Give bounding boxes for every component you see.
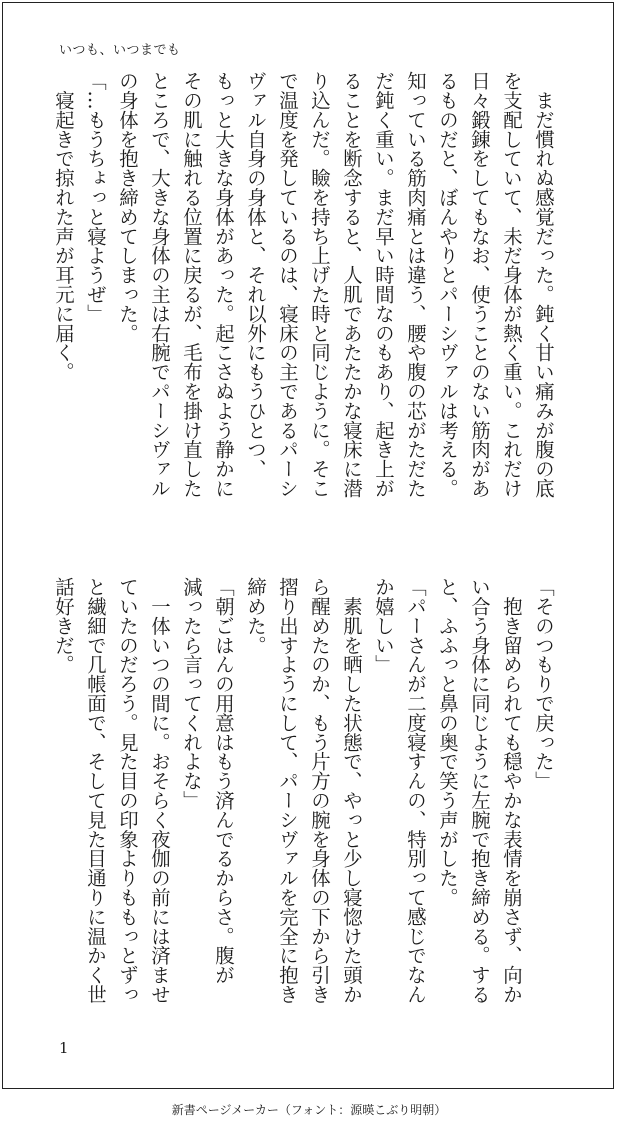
text-line: 「パーさんが二度寝すんの、特別って感じでなん [404, 577, 427, 1004]
text-line: 「朝ごはんの用意はもう済んでるからさ。腹が [212, 577, 235, 985]
text-line: か嬉しい」 [372, 577, 395, 674]
text-line: と、ふふっと鼻の奥で笑う声がした。 [436, 577, 459, 907]
text-line: 一体いつの間に。おそらく夜伽の前には済ませ [148, 577, 171, 1004]
text-line: ところで、大きな身体の主は右腕でパーシヴァル [148, 71, 171, 498]
text-line: 「そのつもりで戻った」 [532, 577, 555, 791]
text-line: の身体を抱き締めてしまった。 [116, 71, 139, 343]
text-line: その肌に触れる位置に戻るが、毛布を掛け直した [180, 71, 203, 498]
text-line: い合う身体に同じように左腕で抱き締める。する [468, 577, 491, 1004]
text-line: を支配していて、未だ身体が熱く重い。これだけ [500, 71, 523, 498]
text-line: で温度を発しているのは、寝床の主であるパーシ [276, 71, 299, 498]
text-line: 「…もうちょっと寝ようぜ」 [84, 71, 107, 324]
text-line: ら醒めたのか、もう片方の腕を身体の下から引き [308, 577, 331, 1004]
text-line: 締めた。 [244, 577, 267, 655]
text-line: 知っている筋肉痛とは違う、腰や腹の芯がただた [404, 71, 427, 498]
text-line: るものだと、ぼんやりとパーシヴァルは考える。 [436, 71, 459, 498]
text-line: ヴァル自身の身体と、それ以外にもうひとつ、 [244, 71, 267, 479]
text-line: ることを断念すると、人肌であたたかな寝床に潜 [340, 71, 363, 498]
running-header: いつも、いつまでも [59, 43, 181, 58]
page-number: 1 [59, 1039, 69, 1057]
text-line: 素肌を晒した状態で、やっと少し寝惚けた頭か [340, 577, 363, 1004]
text-line: だ鈍く重い。まだ早い時間なのもあり、起き上が [372, 71, 395, 498]
text-line: 減ったら言ってくれよな」 [180, 577, 203, 810]
text-line: まだ慣れぬ感覚だった。鈍く甘い痛みが腹の底 [532, 71, 555, 498]
text-line: ていたのだろう。見た目の印象よりももっとずっ [116, 577, 139, 1004]
text-line: 摺り出すようにして、パーシヴァルを完全に抱き [276, 577, 299, 1004]
upper-text-block [47, 71, 559, 543]
book-page [2, 2, 614, 1089]
lower-text-block [47, 577, 559, 1039]
text-line: もっと大きな身体があった。起こさぬよう静かに [212, 71, 235, 498]
text-line: 抱き留められても穏やかな表情を崩さず、向か [500, 577, 523, 1004]
text-line: り込んだ。瞼を持ち上げた時と同じように。そこ [308, 71, 331, 498]
text-line: と繊細で几帳面で、そして見た目通りに温かく世 [84, 577, 107, 1004]
text-line: 寝起きで掠れた声が耳元に届く。 [52, 71, 75, 382]
text-line: 話好きだ。 [52, 577, 75, 674]
footer-credit: 新書ページメーカー（フォント：源暎こぶり明朝） [171, 1103, 447, 1117]
text-line: 日々鍛錬をしてもなお、使うことのない筋肉があ [468, 71, 491, 498]
